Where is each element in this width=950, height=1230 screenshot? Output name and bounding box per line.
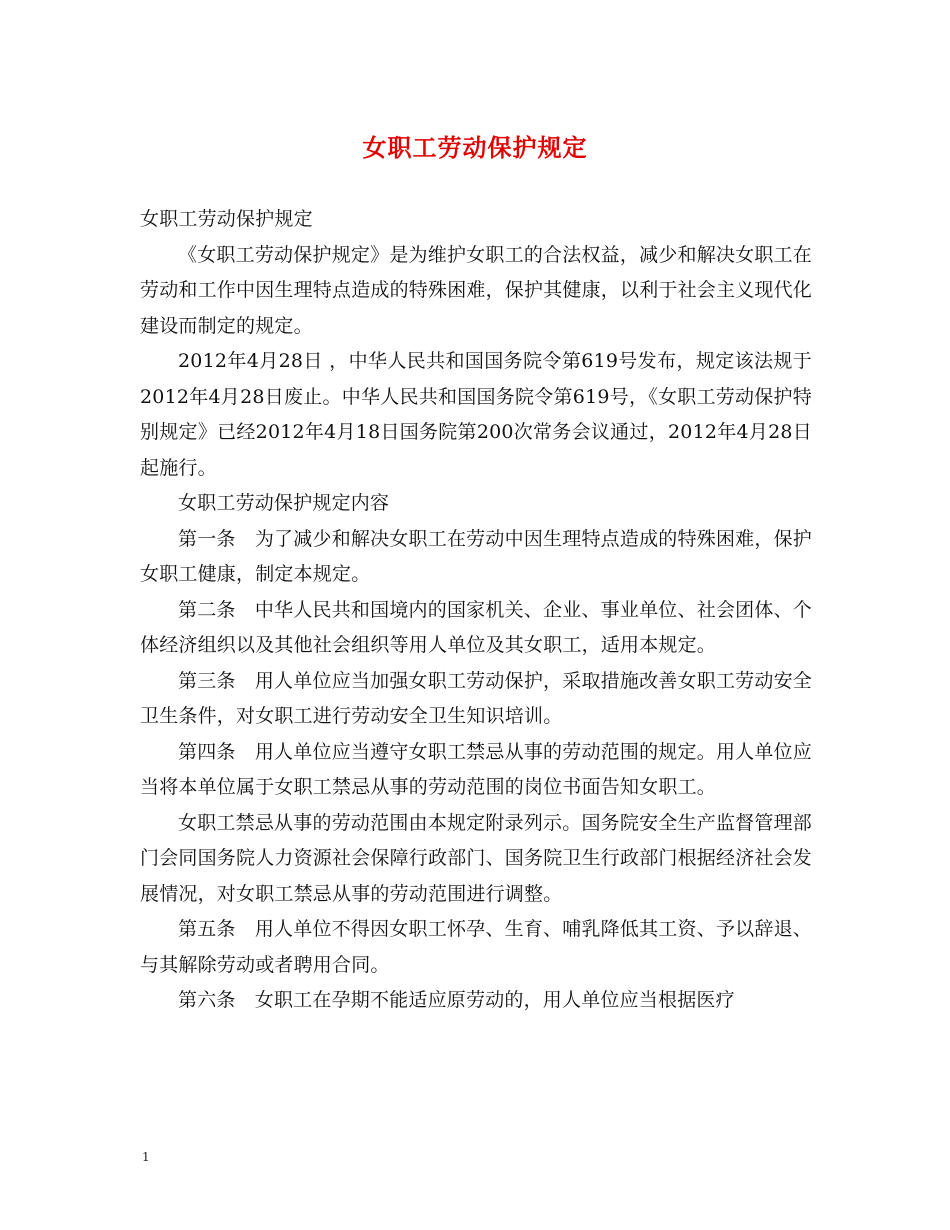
section-heading: 女职工劳动保护规定 [140,208,313,230]
article-6: 第六条 女职工在孕期不能适应原劳动的，用人单位应当根据医疗 [178,989,735,1011]
article-4-appendix-note: 女职工禁忌从事的劳动范围由本规定附录列示。国务院安全生产监督管理部门会同国务院人力资源社会保障行政部门、国务院卫生行政部门根据经济社会发展情况，对女职工禁忌从事的劳动范围进行调整。 [140,811,813,905]
paragraph-contents-heading: 女职工劳动保护规定内容 [178,492,390,514]
paragraph-history: 2012年4月28日 ，中华人民共和国国务院令第619号发布，规定该法规于2012年4月28日废止。中华人民共和国国务院令第619号，《女职工劳动保护特别规定》已经2012年4月18日国务院第200次常务会议通过，2012年4月28日起施行。 [140,350,812,479]
article-3: 第三条 用人单位应当加强女职工劳动保护，采取措施改善女职工劳动安全卫生条件，对女职工进行劳动安全卫生知识培训。 [140,669,812,727]
paragraph-intro: 《女职工劳动保护规定》是为维护女职工的合法权益，减少和解决女职工在劳动和工作中因生理特点造成的特殊困难，保护其健康，以利于社会主义现代化建设而制定的规定。 [140,243,813,337]
article-2: 第二条 中华人民共和国境内的国家机关、企业、事业单位、社会团体、个体经济组织以及其他社会组织等用人单位及其女职工，适用本规定。 [140,598,812,656]
article-5: 第五条 用人单位不得因女职工怀孕、生育、哺乳降低其工资、予以辞退、与其解除劳动或者聘用合同。 [140,918,812,976]
document-body [140,202,812,1019]
article-1: 第一条 为了减少和解决女职工在劳动中因生理特点造成的特殊困难，保护女职工健康，制定本规定。 [140,527,812,585]
article-4: 第四条 用人单位应当遵守女职工禁忌从事的劳动范围的规定。用人单位应当将本单位属于女职工禁忌从事的劳动范围的岗位书面告知女职工。 [140,740,812,798]
page-number: 1 [142,1150,150,1164]
document-title: 女职工劳动保护规定 [362,133,588,162]
